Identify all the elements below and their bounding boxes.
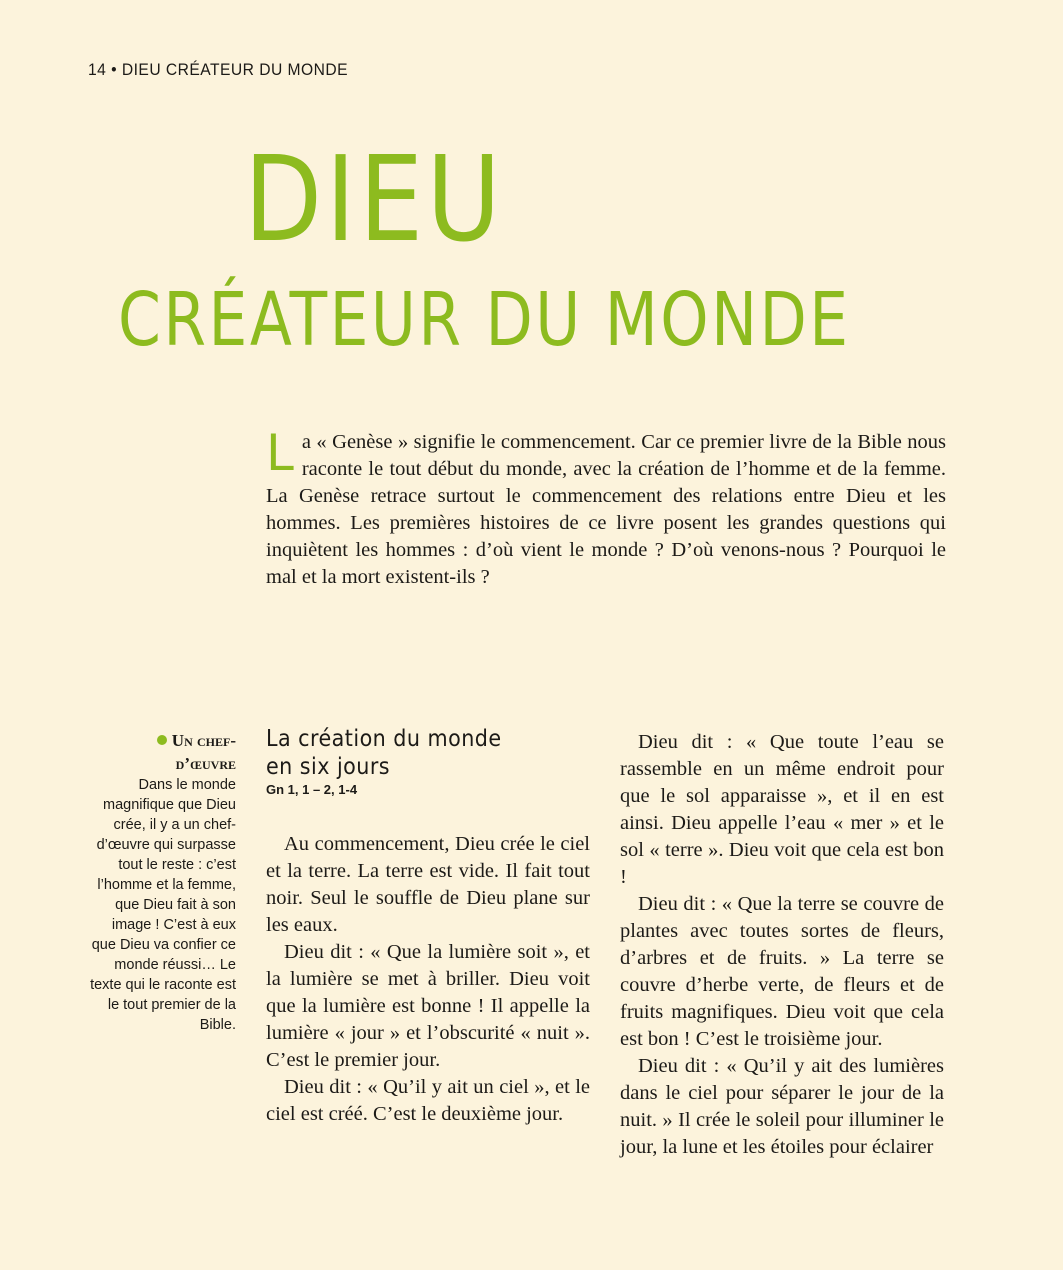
paragraph: Dieu dit : « Que la lumière soit », et la lumière se met à briller. Dieu voit que la lumière est bonne ! Il appelle la lumière « jour » et l’obscurité « nuit ». C’est le premier jour. (266, 941, 590, 1071)
paragraph: Dieu dit : « Qu’il y ait des lumières dans le ciel pour séparer le jour de la nuit. » Il crée le soleil pour illuminer le jour, la lune et les étoiles pour éclairer (620, 1055, 944, 1158)
sidebar-note (86, 729, 236, 1035)
drop-cap: L (266, 424, 294, 482)
paragraph: Au commencement, Dieu crée le ciel et la terre. La terre est vide. Il fait tout noir. Seul le souffle de Dieu plane sur les eaux. (266, 833, 590, 936)
paragraph: Dieu dit : « Que toute l’eau se rassemble en un même endroit pour que le sol apparaisse », et il en est ainsi. Dieu appelle l’eau « mer » et le sol « terre ». Dieu voit que cela est bon ! (620, 731, 944, 888)
chapter-subtitle: CRÉATEUR DU MONDE (118, 277, 851, 363)
section-title (266, 725, 558, 781)
intro-text: a « Genèse » signifie le commencement. Car ce premier livre de la Bible nous raconte le tout début du monde, avec la création de l’homme et de la femme. La Genèse retrace surtout le commencement des relations entre Dieu et les hommes. Les premières histoires de ce livre posent les grandes questions qui inquiètent les hommes : d’où vient le monde ? D’où venons-nous ? Pourquoi le mal et la mort existent-ils ? (266, 431, 946, 588)
bible-reference: Gn 1, 1 – 2, 1-4 (266, 782, 358, 797)
running-header: 14 • DIEU CRÉATEUR DU MONDE (88, 60, 349, 79)
intro-paragraph (266, 424, 946, 591)
paragraph: Dieu dit : « Que la terre se couvre de plantes avec toutes sortes de fleurs, d’arbres et de fruits. » La terre se couvre d’herbe verte, de fleurs et de fruits magnifiques. Dieu voit que cela est bon ! C’est le troisième jour. (620, 893, 944, 1050)
section-title-line1: La création du monde (266, 726, 502, 752)
sidebar-text: Dans le monde magnifique que Dieu crée, il y a un chef-d’œuvre qui surpasse tout le reste : c’est l’homme et la femme, que Dieu fait à son image ! C’est à eux que Dieu va confier ce monde réussi… Le texte qui le raconte est le tout premier de la Bible. (90, 777, 236, 1033)
text-column-1 (266, 725, 590, 1128)
paragraph: Dieu dit : « Qu’il y ait un ciel », et le ciel est créé. C’est le deuxième jour. (266, 1076, 590, 1125)
section-title-line2: en six jours (266, 754, 391, 780)
sidebar-title-line2: d’œuvre (175, 754, 236, 773)
sidebar-title-line1: Un chef- (171, 731, 236, 750)
sidebar-title (86, 729, 236, 775)
bullet-dot-icon (157, 735, 167, 745)
text-column-2 (620, 729, 944, 1161)
chapter-title: DIEU (244, 130, 505, 268)
